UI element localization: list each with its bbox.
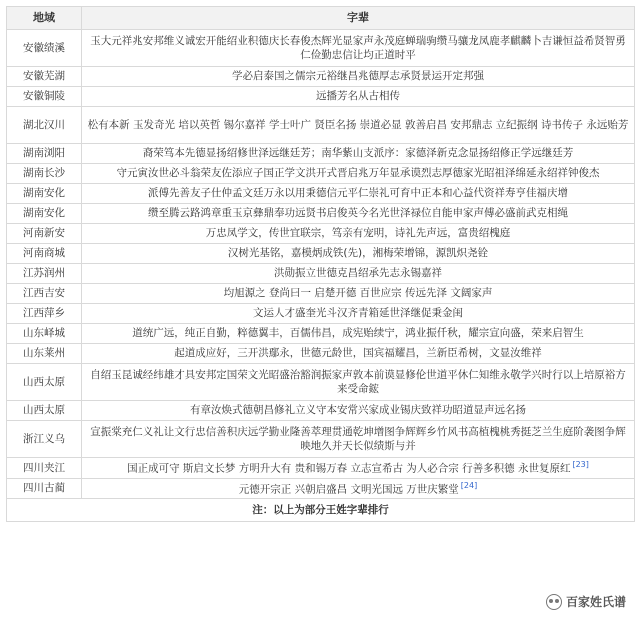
table-row [7, 204, 635, 224]
generation-cell [82, 67, 635, 87]
generation-text: 远播芳名从古相传 [316, 90, 400, 103]
generation-cell [82, 304, 635, 324]
generation-cell [82, 364, 635, 401]
generation-cell [82, 87, 635, 107]
region-cell: 湖南安化 [7, 184, 82, 204]
generation-text: 缵至腾云路鸿章重玉京彝鼎奉功远贤书启俊英今名光世泽禄位自能申家声傅必盛前武克相绳 [148, 207, 568, 220]
generation-cell [82, 30, 635, 67]
generation-text: 元德开宗正 兴朝启盛昌 文明光国远 万世庆繁堂 [238, 483, 459, 496]
table-row [7, 244, 635, 264]
reference-link[interactable]: [24] [460, 480, 478, 490]
generation-cell [82, 264, 635, 284]
table-note: 注：以上为部分王姓字辈排行 [7, 499, 635, 522]
table-row [7, 264, 635, 284]
table-row [7, 458, 635, 479]
generation-table [6, 6, 635, 522]
generation-text: 裔荣笃本先德显扬绍修世泽远继廷芳；南华紫山支派序：家德泽新克念显扬绍修正学远继廷芳 [142, 147, 574, 160]
table-row [7, 401, 635, 421]
table-row [7, 364, 635, 401]
table-row [7, 304, 635, 324]
watermark-text: 百家姓氏谱 [565, 595, 626, 609]
region-cell: 江西萍乡 [7, 304, 82, 324]
header-generation: 字辈 [82, 7, 635, 30]
generation-cell [82, 421, 635, 458]
region-cell: 湖南长沙 [7, 164, 82, 184]
generation-cell [82, 324, 635, 344]
generation-text: 宣振棠充仁义礼让文行忠信善积庆远学勤业隆善萃理贯通乾坤增图争辉辉乡竹风书高植槐桃秀挺芝兰生庭阶袭图争辉映地久并天长似绩斯与并 [90, 425, 626, 452]
reference-link[interactable]: [23] [572, 460, 589, 469]
generation-text: 汉树光基铭，嘉模炳成铁(先)，湘梅荣增锦，源凯炽尧铨 [227, 247, 489, 260]
region-cell: 山西太原 [7, 364, 82, 401]
table-row [7, 144, 635, 164]
region-cell: 安徽芜湖 [7, 67, 82, 87]
region-cell: 河南新安 [7, 224, 82, 244]
region-cell: 四川夹江 [7, 458, 82, 479]
generation-cell [82, 478, 635, 499]
table-row [7, 107, 635, 144]
region-cell: 湖南安化 [7, 204, 82, 224]
generation-text: 派傅先善友子仕仲孟文廷万永以用秉德信元平仁崇礼可育中正本和心益代资祥寿亨佳福庆增 [148, 187, 568, 200]
header-region: 地域 [7, 7, 82, 30]
region-cell: 江苏润州 [7, 264, 82, 284]
table-row [7, 164, 635, 184]
generation-cell [82, 244, 635, 264]
region-cell: 山西太原 [7, 401, 82, 421]
generation-text: 文运人才盛奎光斗汉齐青箱延世泽继促秉金闺 [253, 307, 463, 320]
table-row [7, 324, 635, 344]
region-cell: 湖北汉川 [7, 107, 82, 144]
region-cell: 山东峄城 [7, 324, 82, 344]
generation-text: 均旭源之 登尚曰一 启楚开德 百世应宗 传远先泽 文阔家声 [223, 287, 493, 300]
generation-text: 松有本新 玉发奇光 培以英哲 锡尔嘉祥 学士叶广 贤臣名扬 崇道必显 敦善启昌 安邦鼎志 立纪振纲 诗书传子 永远贻芳 [87, 118, 629, 131]
table-row [7, 87, 635, 107]
region-cell: 安徽铜陵 [7, 87, 82, 107]
wechat-icon [546, 594, 562, 610]
generation-text: 守元寅汝世必斗翁荣友佐添应子国正学文洪开式晋启兆万年显承谟烈志厚德家光昭祖泽绵延永绍祥钟俊杰 [116, 167, 600, 180]
table-row [7, 421, 635, 458]
generation-text: 洪勋振立世德克昌绍承先志永锡嘉祥 [274, 267, 442, 280]
generation-cell [82, 458, 635, 479]
generation-cell [82, 284, 635, 304]
region-cell: 河南商城 [7, 244, 82, 264]
region-cell: 山东莱州 [7, 344, 82, 364]
generation-cell [82, 144, 635, 164]
table-row [7, 67, 635, 87]
generation-text: 玉大元祥兆安邦维义诚宏开能绍业积德庆长春俊杰辉光显家声永茂庭蝉瑞驹缵马骧龙凤鹿孝麒麟卜吉谦恒益希贤智勇仁俭勤忠信让均正道时平 [90, 34, 626, 61]
generation-text: 道统广远，纯正自勤，粹德翼丰，百儒伟昌，成宪贻续宁，鸿业振仟秋，耀宗宣向盛，荣来启智生 [132, 327, 584, 340]
generation-cell [82, 401, 635, 421]
region-cell: 安徽绩溪 [7, 30, 82, 67]
generation-text: 有章汝焕式德朝昌修礼立义守本安常兴家成业锡庆致祥功昭道显声远名扬 [190, 404, 526, 417]
generation-text: 起道成应好，三开洪鄢永，世德元龄世，国宾福耀昌，兰新臣希树，文显汝维祥 [174, 347, 542, 360]
generation-text: 国正成可守 斯启文长梦 方明升大有 贵和锡万春 立志宣希古 为人必合宗 行善多积德 永世复原红 [127, 462, 571, 475]
generation-text: 万忠凤学文，传世宜联宗，笃亲有宠明，诗礼先声远，富贵绍槐庭 [205, 227, 511, 240]
region-cell: 浙江义乌 [7, 421, 82, 458]
table-row [7, 284, 635, 304]
generation-cell [82, 224, 635, 244]
generation-cell [82, 107, 635, 144]
table-row [7, 30, 635, 67]
table-header-row [7, 7, 635, 30]
table-row [7, 184, 635, 204]
generation-cell [82, 204, 635, 224]
generation-text: 学必启泰国之儒宗元裕继昌兆德厚志承贤景运开定邦强 [232, 70, 484, 83]
table-row [7, 344, 635, 364]
region-cell: 江西吉安 [7, 284, 82, 304]
generation-text: 自绍玉昆诚经纬雄才具安邦定国荣文光昭盛治豁润振家声敦本前谟显修伦世道平休仁知维永敬学兴时行以上培原裕方来受命鋐 [90, 368, 626, 395]
watermark [543, 592, 629, 611]
region-cell: 四川古蔺 [7, 478, 82, 499]
region-cell: 湖南浏阳 [7, 144, 82, 164]
generation-cell [82, 184, 635, 204]
generation-cell [82, 164, 635, 184]
generation-cell [82, 344, 635, 364]
table-row [7, 224, 635, 244]
table-row [7, 478, 635, 499]
